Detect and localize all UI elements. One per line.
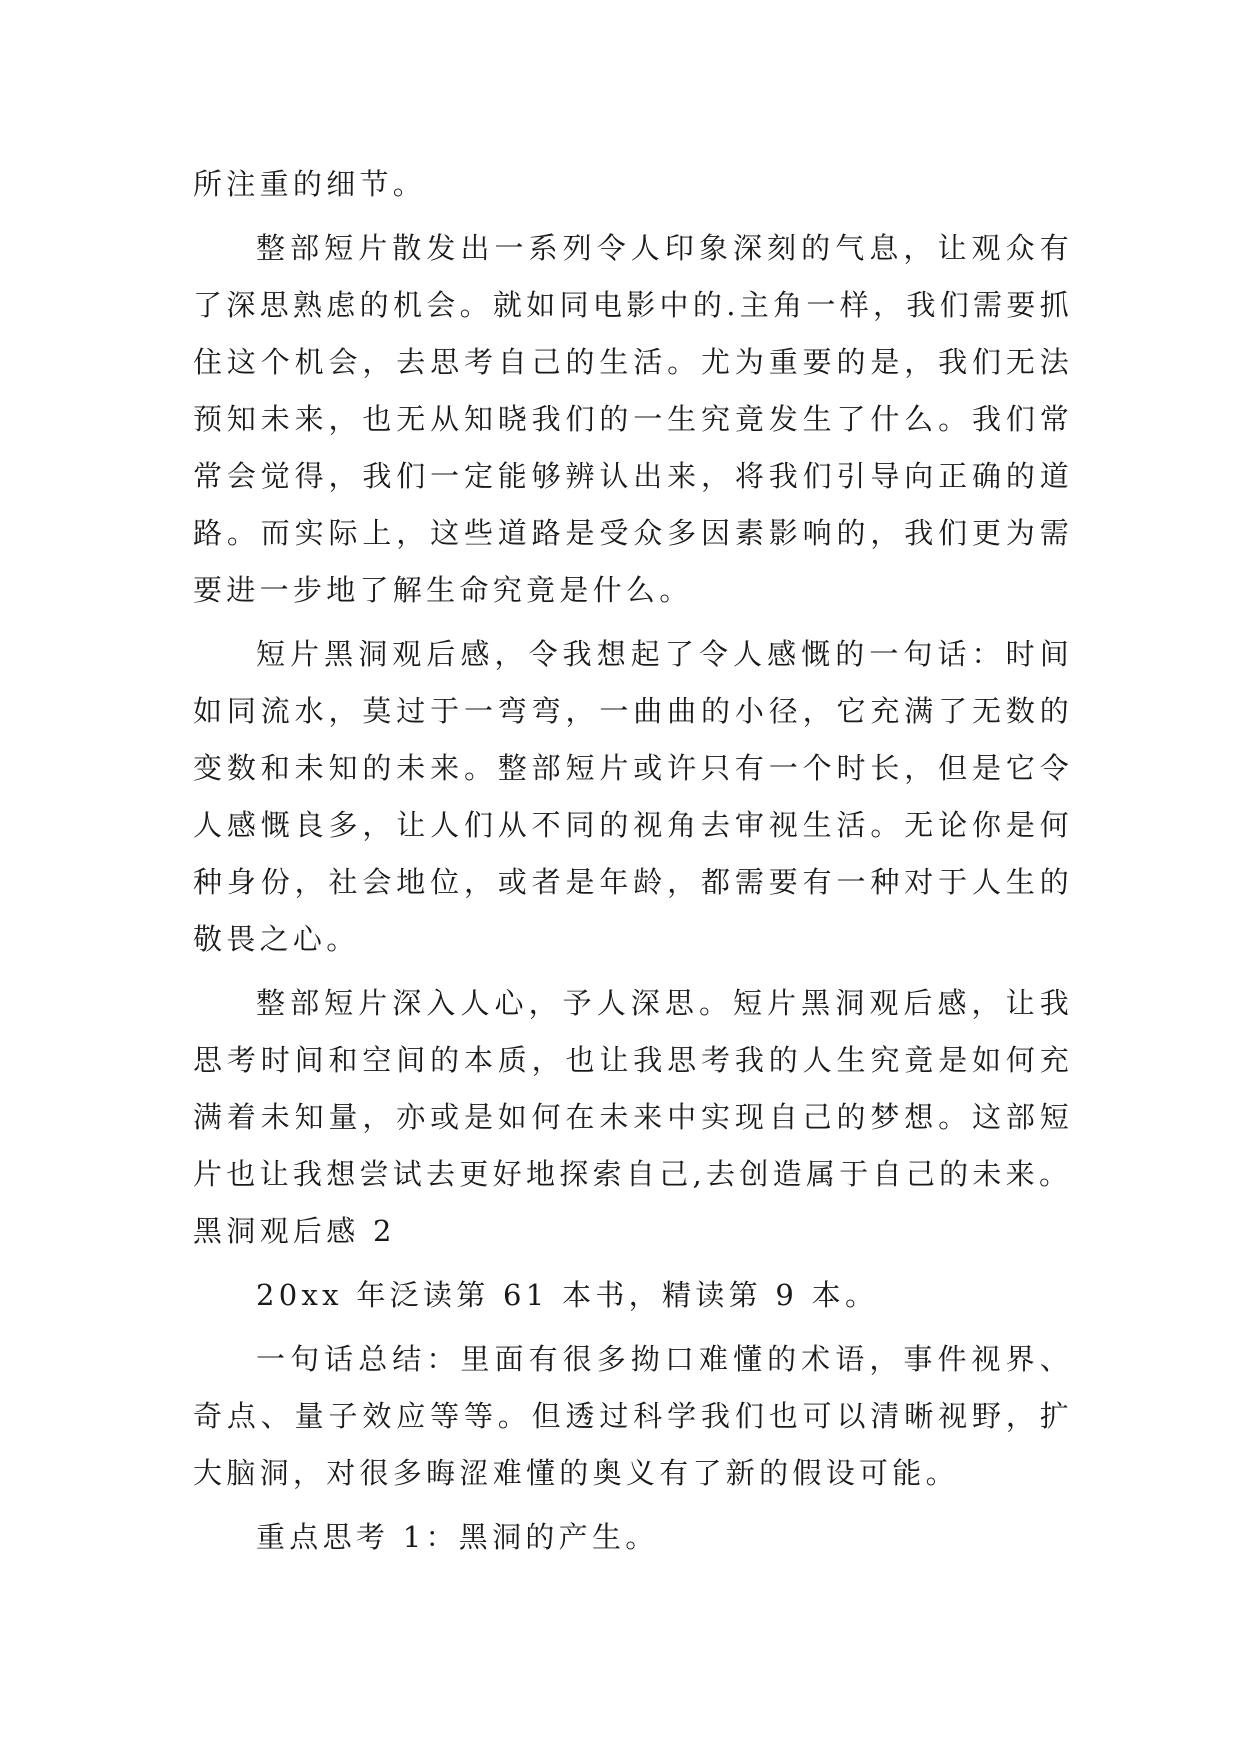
paragraph-key-point: 重点思考 1：黑洞的产生。 bbox=[256, 1520, 659, 1554]
document-body bbox=[193, 156, 1073, 1566]
paragraph-reading-count: 20xx 年泛读第 61 本书，精读第 9 本。 bbox=[256, 1278, 879, 1312]
section-heading: 黑洞观后感 2 bbox=[193, 1214, 396, 1248]
paragraph-conclusion: 整部短片深入人心，予人深思。短片黑洞观后感，让我思考时间和空间的本质，也让我思考我的人生究竟是如何充满着未知量，亦或是如何在未来中实现自己的梦想。这部短片也让我想尝试去更好地探索自己,去创造属于自己的未来。 bbox=[193, 986, 1073, 1191]
paragraph-summary: 一句话总结：里面有很多拗口难懂的术语，事件视界、奇点、量子效应等等。但透过科学我们也可以清晰视野，扩大脑洞，对很多晦涩难懂的奥义有了新的假设可能。 bbox=[193, 1342, 1073, 1490]
paragraph-continuation: 所注重的细节。 bbox=[193, 167, 427, 201]
paragraph-time-quote: 短片黑洞观后感，令我想起了令人感慨的一句话：时间如同流水，莫过于一弯弯，一曲曲的小径，它充满了无数的变数和未知的未来。整部短片或许只有一个时长，但是它令人感慨良多，让人们从不同的视角去审视生活。无论你是何种身份，社会地位，或者是年龄，都需要有一种对于人生的敬畏之心。 bbox=[193, 637, 1073, 956]
paragraph-reflection: 整部短片散发出一系列令人印象深刻的气息，让观众有了深思熟虑的机会。就如同电影中的.主角一样，我们需要抓住这个机会，去思考自己的生活。尤为重要的是，我们无法预知未来，也无从知晓我们的一生究竟发生了什么。我们常常会觉得，我们一定能够辨认出来，将我们引导向正确的道路。而实际上，这些道路是受众多因素影响的，我们更为需要进一步地了解生命究竟是什么。 bbox=[193, 231, 1073, 607]
